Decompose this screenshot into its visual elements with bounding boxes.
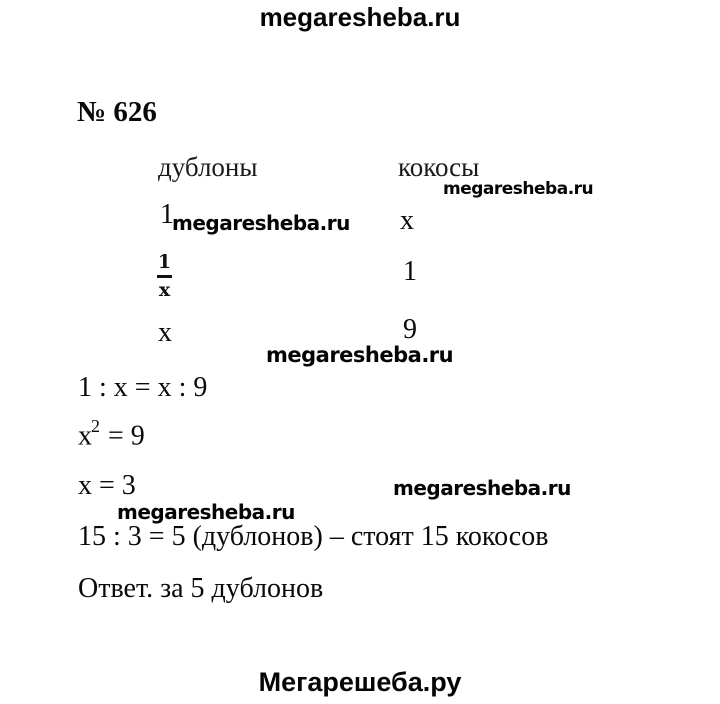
- inline-watermark: megaresheba.ru: [393, 476, 571, 500]
- equation-square-rest: = 9: [101, 420, 145, 452]
- fraction-numerator: 1: [157, 251, 172, 273]
- problem-number: № 626: [77, 96, 157, 128]
- table-row1-coconuts: x: [400, 205, 414, 236]
- equation-square-exponent: 2: [91, 416, 100, 436]
- table-row2-coconuts: 1: [403, 256, 417, 287]
- equation-root: x = 3: [78, 470, 136, 501]
- column-header-coconuts: кокосы: [398, 152, 480, 182]
- table-row3-coconuts: 9: [403, 314, 417, 345]
- table-row1-doubloons: 1: [160, 199, 174, 230]
- fraction-one-over-x: [157, 253, 172, 301]
- footer-brand: Мегарешеба.ру: [258, 667, 462, 697]
- fraction-bar: [157, 275, 172, 278]
- inline-watermark: megaresheba.ru: [443, 179, 594, 199]
- inline-watermark: megaresheba.ru: [266, 343, 454, 367]
- table-row3-doubloons: x: [158, 317, 172, 348]
- calculation-line: 15 : 3 = 5 (дублонов) – стоят 15 кокосов: [78, 521, 549, 552]
- equation-proportion: 1 : x = x : 9: [78, 372, 208, 403]
- column-header-doubloons: дублоны: [158, 152, 258, 182]
- top-watermark: megaresheba.ru: [259, 2, 461, 32]
- answer-line: Ответ. за 5 дублонов: [78, 573, 324, 604]
- fraction-denominator: x: [158, 278, 171, 301]
- inline-watermark: megaresheba.ru: [117, 500, 295, 524]
- inline-watermark: megaresheba.ru: [172, 211, 350, 235]
- equation-square-base: x: [78, 420, 92, 452]
- equation-square: [78, 418, 145, 453]
